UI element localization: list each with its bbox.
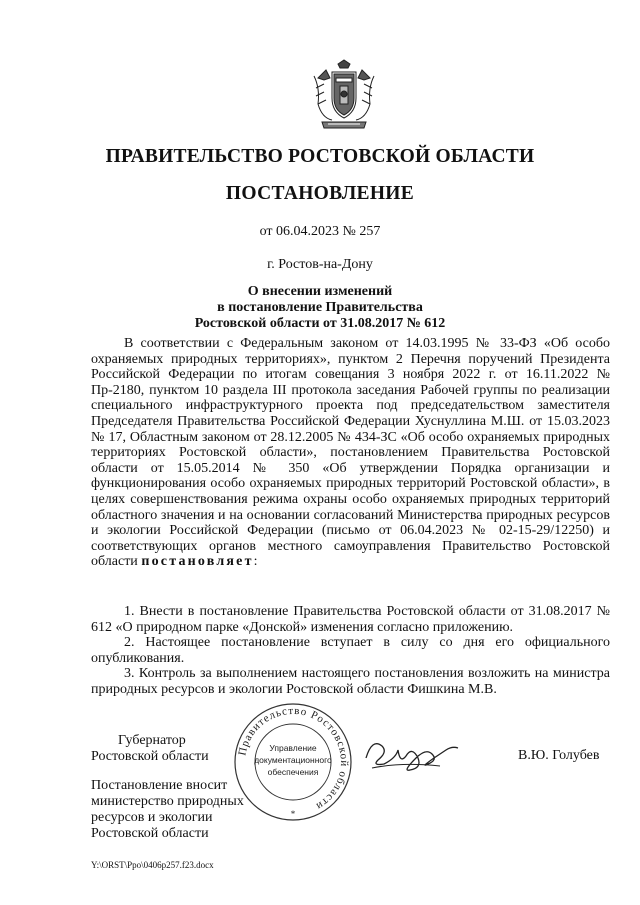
signatory-title xyxy=(91,733,209,765)
subject-heading xyxy=(80,284,560,332)
preamble-colon: : xyxy=(253,554,258,570)
preamble-paragraph xyxy=(91,336,610,570)
resolution-item: 2. Настоящее постановление вступает в силу со дня его официального опубликования. xyxy=(91,635,610,666)
stamp-line: обеспечения xyxy=(267,767,319,777)
subject-line: в постановление Правительства xyxy=(217,300,423,315)
resolution-item: 3. Контроль за выполнением настоящего постановления возложить на министра природных ресурсов и экологии Ростовской области Фишкина М.В. xyxy=(91,666,610,697)
introduced-by-line: Постановление вносит xyxy=(91,778,228,793)
document-type: ПОСТАНОВЛЕНИЕ xyxy=(225,183,415,204)
stamp-line: Управление xyxy=(269,743,317,753)
subject-line: Ростовской области от 31.08.2017 № 612 xyxy=(194,316,446,331)
resolution-items xyxy=(91,604,610,698)
svg-text:*: * xyxy=(290,809,296,819)
preamble-text: В соответствии с Федеральным законом от 14.03.1995 № 33-ФЗ «Об особо охраняемых природных территориях», пунктом 2 Перечня поручений Президента Российской Федерации по итогам совещания 3 ноября 2022 г. от 16.11.2022 № Пр-2180, пунктом 10 раздела III протокола заседания Рабочей группы по реализации специального инфраструктурного проекта под председательством заместителя Председателя Правительства Российской Федерации Хуснуллина М.Ш. от 15.03.2023 № 17, Областным законом от 28.12.2005 № 434-ЗС «Об особо охраняемых природных территориях Ростовской области», постановлением Правительства Ростовской области от 15.05.2014 № 350 «Об утверждении Порядка организации и функционирования особо охраняемых природных территорий Ростовской области», в целях совершенствования режима охраны особо охраняемых природных территорий областного значения и на основании согласований Министерства природных ресурсов и экологии Российской Федерации (письмо от 06.04.2023 № 02-15-29/12250) и соответствующих органов местного самоуправления Правительство Ростовской области xyxy=(91,336,610,570)
signatory-name: В.Ю. Голубев xyxy=(518,748,600,763)
government-name: ПРАВИТЕЛЬСТВО РОСТОВСКОЙ ОБЛАСТИ xyxy=(105,146,535,167)
signatory-title-line: Ростовской области xyxy=(91,749,209,764)
official-stamp xyxy=(232,701,354,823)
file-path: Y:\ORST\Ppo\0406p257.f23.docx xyxy=(91,860,214,870)
signatory-title-line: Губернатор xyxy=(118,733,186,748)
introduced-by-line: министерство природных xyxy=(91,794,244,809)
handwritten-signature xyxy=(362,728,462,778)
preamble xyxy=(91,336,610,570)
resolution-item: 1. Внести в постановление Правительства Ростовской области от 31.08.2017 № 612 «О природном парке «Донской» изменения согласно приложению. xyxy=(91,604,610,635)
coat-of-arms-icon xyxy=(310,58,378,134)
introduced-by-line: ресурсов и экологии xyxy=(91,810,213,825)
date-and-number: от 06.04.2023 № 257 xyxy=(259,224,381,239)
subject-line: О внесении изменений xyxy=(247,284,393,299)
resolves-word: постановляет xyxy=(141,554,254,570)
introduced-by-line: Ростовской области xyxy=(91,826,209,841)
stamp-line: документационного xyxy=(254,755,332,765)
stamp-ring-text: Правительство Ростовской области xyxy=(236,704,351,813)
city: г. Ростов-на-Дону xyxy=(267,257,373,272)
